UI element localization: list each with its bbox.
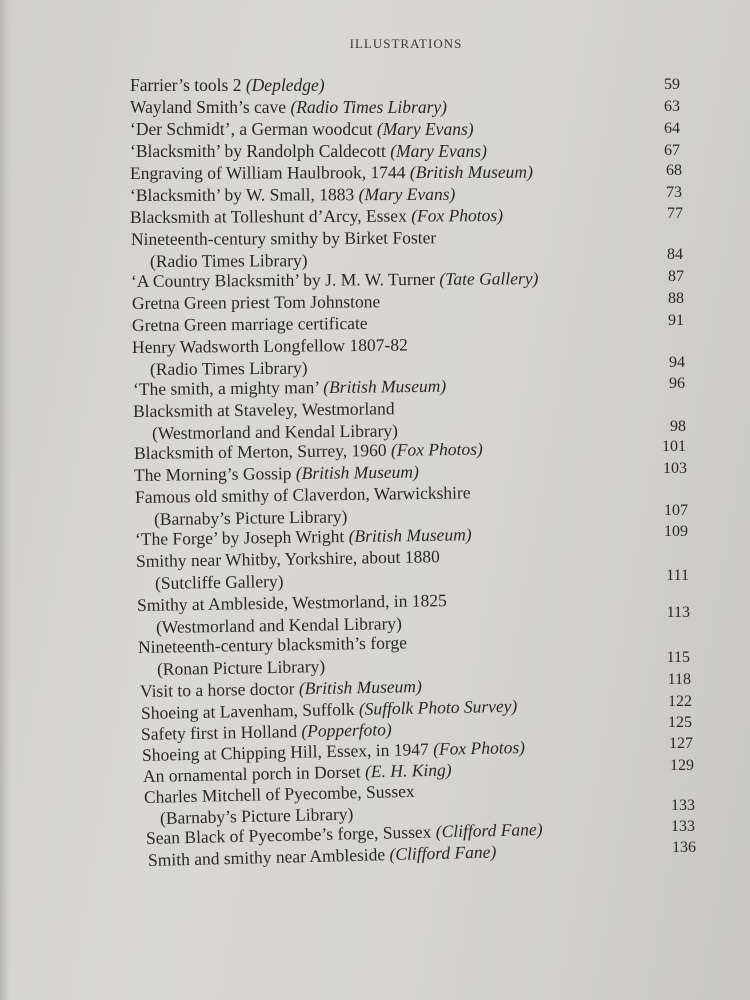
entry-line [132,313,368,335]
entry-title: ‘The smith, a mighty man’ [132,377,324,399]
page-number: 122 [668,693,692,710]
entry-credit: (British Museum) [295,461,419,484]
entry-credit: (British Museum) [298,676,422,699]
page-heading: ILLUSTRATIONS [349,36,463,51]
entry-credit: (Depledge) [245,75,325,95]
entry-credit: (Fox Photos) [432,736,526,759]
entry-title: ‘Blacksmith’ by Randolph Caldecott [130,141,391,161]
entry-credit: (Radio Times Library) [149,250,308,271]
entry-line [130,162,533,183]
page-number: 113 [666,604,690,621]
entry-credit: (Popperfoto) [301,719,392,741]
entry-credit: (Westmorland and Kendal Library) [155,613,403,637]
page-number: 88 [668,290,684,307]
entry-line [130,184,455,205]
page-number: 77 [667,205,683,222]
entry-line [134,462,419,485]
entry-title: Nineteenth-century blacksmith’s forge [137,632,408,657]
entry-title: Sean Black of Pyecombe’s forge, Sussex [145,821,436,848]
page-number: 91 [668,312,684,329]
entry-title: Gretna Green marriage certificate [131,312,368,335]
entry-credit: (Tate Gallery) [439,268,539,289]
entry-credit: (Westmorland and Kendal Library) [151,420,399,443]
entry-title: Safety first in Holland [140,720,302,744]
page-number: 111 [666,567,689,584]
entry-credit: (Barnaby’s Picture Library) [159,803,354,828]
page-number: 107 [664,502,688,519]
entry-line [136,546,440,571]
entry-credit: (Sutcliffe Gallery) [154,570,284,593]
page-number: 133 [671,797,695,814]
entry-credit: (Clifford Fane) [389,841,497,865]
entry-title: ‘Blacksmith’ by W. Small, 1883 [129,184,359,205]
page-number: 84 [667,246,683,263]
entry-title: Henry Wadsworth Longfellow 1807-82 [131,334,408,357]
entry-line [135,524,472,549]
entry-credit: (British Museum) [409,161,533,183]
entry-line [138,632,407,657]
entry-title: Smithy near Whitby, Yorkshire, about 1880 [135,546,440,571]
entry-line [137,590,447,615]
page-number: 118 [667,671,691,688]
page-number: 94 [669,354,685,371]
entry-credit: (Ronan Picture Library) [156,656,326,679]
entry-title: Charles Mitchell of Pyecombe, Sussex [143,780,415,807]
entry-line [130,119,474,139]
entry-credit: (Clifford Fane) [435,819,543,842]
entry-title: Wayland Smith’s cave [130,97,291,117]
entry-line [132,335,408,357]
page-number: 96 [669,375,685,392]
entry-line [130,75,325,95]
entry-title: Blacksmith at Tolleshunt d’Arcy, Essex [129,205,412,227]
entry-title: Gretna Green priest Tom Johnstone [131,291,381,313]
page-number: 87 [668,268,684,285]
entry-title: Smithy at Ambleside, Westmorland, in 1825 [136,590,447,615]
entry-title: An ornamental porch in Dorset [142,761,366,786]
entry-line [130,141,487,161]
entry-line [131,268,539,291]
entry-line [133,376,446,399]
entry-credit: (Suffolk Photo Survey) [358,695,518,719]
page-number: 64 [664,120,680,137]
entry-credit: (Radio Times Library) [290,97,447,117]
page-number: 127 [669,735,693,752]
entry-title: ‘The Forge’ by Joseph Wright [134,526,349,549]
entry-line [133,398,395,421]
page-number: 73 [666,184,682,201]
entry-line [140,676,422,701]
page-number: 98 [670,418,686,435]
entry-credit: (Mary Evans) [390,141,487,161]
entry-credit: (E. H. King) [364,759,452,782]
page-number: 68 [666,162,682,179]
entry-line [134,439,483,463]
entry-title: ‘Der Schmidt’, a German woodcut [130,119,377,139]
entry-title: Blacksmith at Staveley, Westmorland [132,398,395,421]
entry-title: Farrier’s tools 2 [130,75,246,95]
page-number: 63 [664,98,680,115]
page-number: 101 [662,438,686,455]
entry-credit: (Barnaby’s Picture Library) [153,506,348,529]
page-number: 133 [671,818,695,835]
entry-title: Famous old smithy of Claverdon, Warwickshire [134,482,471,507]
page-number: 129 [670,757,694,774]
entry-credit: (Mary Evans) [358,183,456,205]
entry-title: Visit to a horse doctor [139,678,300,701]
entry-line [131,227,436,249]
entry-line [132,291,380,313]
page-number: 136 [672,839,696,856]
entry-line [135,482,471,507]
page-number: 103 [663,460,687,477]
entry-credit: (Fox Photos) [390,438,483,460]
entry-title: Shoeing at Chipping Hill, Essex, in 1947 [141,738,434,765]
page-number: 67 [664,142,680,159]
entry-title: ‘A Country Blacksmith’ by J. M. W. Turner [130,268,440,291]
entry-credit: (Fox Photos) [411,205,504,226]
entry-title: The Morning’s Gossip [133,463,296,485]
page-number: 115 [666,649,690,666]
page-number: 125 [668,714,692,731]
entry-title: Shoeing at Lavenham, Suffolk [140,698,360,723]
entry-credit: (Mary Evans) [376,119,474,139]
entry-title: Nineteenth-century smithy by Birket Foster [130,227,437,249]
entry-title: Engraving of William Haulbrook, 1744 [129,162,410,183]
entry-credit: (British Museum) [348,524,472,547]
entry-title: Smith and smithy near Ambleside [147,844,390,870]
entry-line [130,97,447,117]
entry-credit: (British Museum) [323,375,447,398]
entry-line [130,205,503,227]
page-number: 109 [664,523,688,540]
entry-credit: (Radio Times Library) [149,357,308,379]
page-number: 59 [664,76,680,93]
entry-title: Blacksmith of Merton, Surrey, 1960 [133,439,392,463]
